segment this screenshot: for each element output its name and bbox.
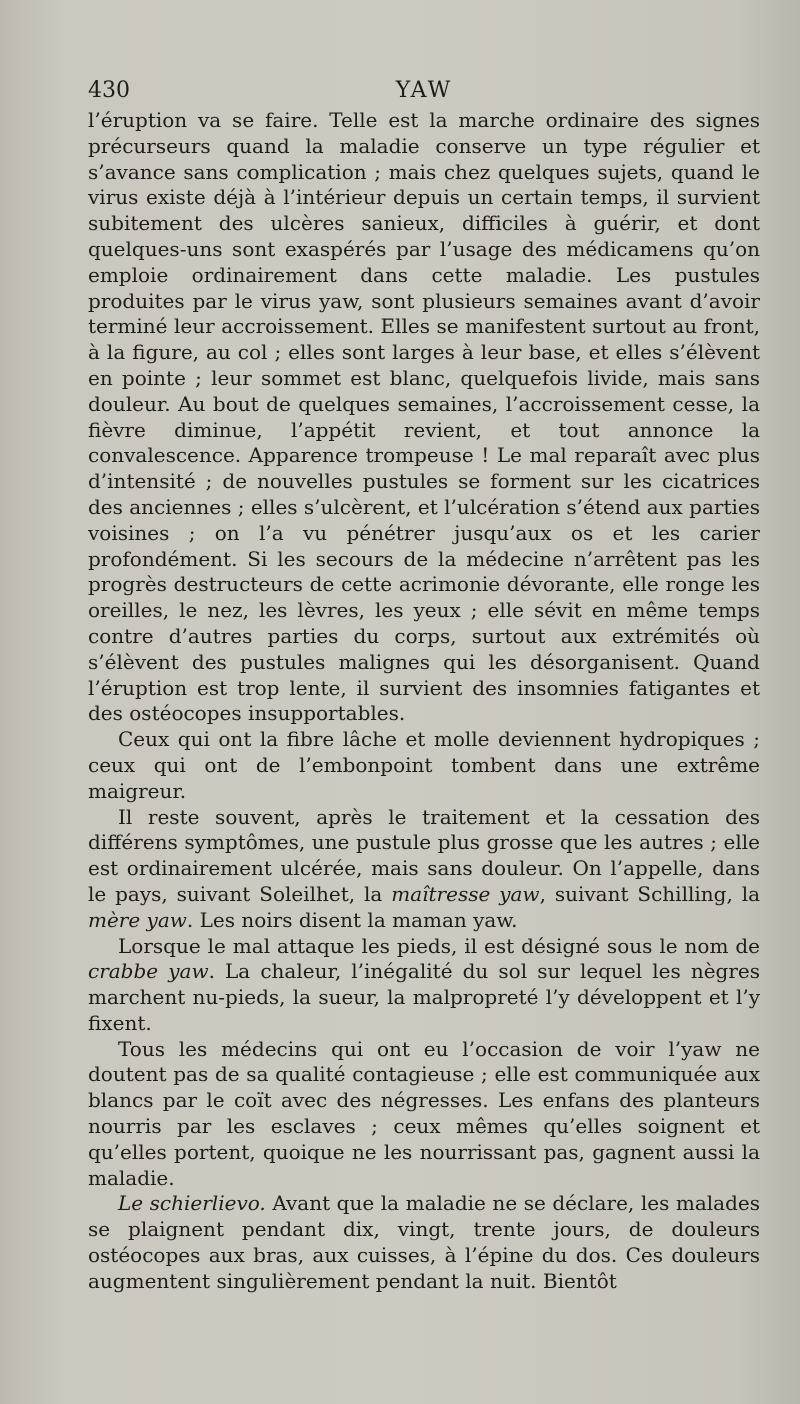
paragraph-text: Tous les médecins qui ont eu l’occasion de voir l’yaw ne doutent pas de sa qualité contagieuse ; elle est communiquée aux blancs par le coït avec des négresses. Les enfans des planteurs nourris par les esclaves ; ceux mêmes qu’elles soignent et qu’elles portent, quoique ne les nourrissant pas, gagnent aussi la maladie. xyxy=(88,1036,760,1190)
paragraph-eruption xyxy=(88,108,760,727)
paragraph-text: Il reste souvent, après le traitement et la cessation des différens symptômes, une pustule plus grosse que les autres ; elle est ordinairement ulcérée, mais sans douleur. On l’appelle, dans le pays, suivant Soleilhet, la xyxy=(88,804,760,906)
running-head xyxy=(88,76,760,106)
running-title: YAW xyxy=(395,78,453,103)
paragraph-fibre xyxy=(88,727,760,804)
paragraph-text: l’éruption va se faire. Telle est la marche ordinaire des signes précurseurs quand la maladie conserve un type régulier et s’avance sans complication ; mais chez quelques sujets, quand le virus existe déjà à l’intérieur depuis un certain temps, il survient subitement des ulcères sanieux, difficiles à guérir, et dont quelques-uns sont exaspérés par l’usage des médicamens qu’on emploie ordinairement dans cette maladie. Les pustules produites par le virus yaw, sont plusieurs semaines avant d’avoir terminé leur accroissement. Elles se manifestent surtout au front, à la figure, au col ; elles sont larges à leur base, et elles s’élèvent en pointe ; leur sommet est blanc, quelquefois livide, mais sans douleur. Au bout de quelques semaines, l’accroissement cesse, la fièvre diminue, l’appétit revient, et tout annonce la convalescence. Apparence trompeuse ! Le mal reparaît avec plus d’intensité ; de nouvelles pustules se forment sur les cicatrices des anciennes ; elles s’ulcèrent, et l’ulcération s’étend aux parties voisines ; on l’a vu pénétrer jusqu’aux os et les carier profondément. Si les secours de la médecine n’arrêtent pas les progrès destructeurs de cette acrimonie dévorante, elle ronge les oreilles, le nez, les lèvres, les yeux ; elle sévit en même temps contre d’autres parties du corps, surtout aux extrémités où s’élèvent des pustules malignes qui les désorganisent. Quand l’éruption est trop lente, il survient des insomnies fatigantes et des ostéocopes insupportables. xyxy=(88,108,760,726)
paragraph-text: Avant que la maladie ne se déclare, les malades se plaignent pendant dix, vingt, trente jours, de douleurs ostéocopes aux bras, aux cuisses, à l’épine du dos. Ces douleurs augmentent singulièrement pendant la nuit. Bientôt xyxy=(88,1191,760,1293)
paragraph-text: Ceux qui ont la fibre lâche et molle deviennent hydropiques ; ceux qui ont de l’embonpoint tombent dans une extrême maigreur. xyxy=(88,727,760,803)
paragraph-text: Lorsque le mal attaque les pieds, il est désigné sous le nom de xyxy=(118,933,760,958)
paragraph-text: . Les noirs disent la maman yaw. xyxy=(186,907,518,932)
italic-term: maîtresse yaw xyxy=(391,881,540,906)
paragraph-contagion xyxy=(88,1037,760,1192)
paragraph-schierlievo xyxy=(88,1191,760,1294)
page-number: 430 xyxy=(88,78,130,103)
paragraph-text: . La chaleur, l’inégalité du sol sur lequel les nègres marchent nu-pieds, la sueur, la malpropreté l’y développent et l’y fixent. xyxy=(88,959,761,1035)
italic-heading: Le schierlievo. xyxy=(118,1191,266,1216)
paragraph-crabbe xyxy=(88,934,760,1037)
paragraph-text: , suivant Schilling, la xyxy=(539,881,761,906)
paragraph-pustule xyxy=(88,805,760,934)
italic-term: crabbe yaw xyxy=(88,959,209,984)
italic-term: mère yaw xyxy=(88,907,187,932)
body-text xyxy=(88,108,760,1295)
